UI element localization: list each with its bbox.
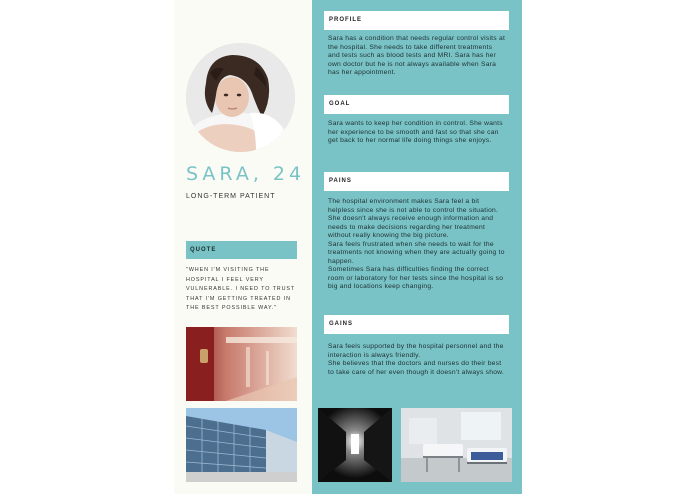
gains-paragraph-1: Sara feels supported by the hospital personnel and the interaction is always friendly. [328, 343, 504, 359]
profile-paragraph: Sara has a condition that needs regular control visits at the hospital. She needs to take different treatments and tests such as blood tests and MRI. Sara has her own doctor but he is not always available when Sara has her appointment. [328, 35, 506, 76]
pains-paragraph-3: Sometimes Sara has difficulties finding the correct room or laboratory for her tests since the hospital is so big and locations keep changing. [328, 266, 504, 290]
pains-paragraph-2: Sara feels frustrated when she needs to wait for the treatments not knowing when they are actually going to happen. [328, 240, 505, 265]
pains-heading: PAINS [324, 172, 509, 191]
gains-heading: GAINS [324, 315, 509, 334]
hospital-corridor-photo [186, 327, 297, 401]
goal-paragraph: Sara wants to keep her condition in control. She wants her experience to be smooth and fast so that she can get back to her normal life doing things she enjoys. [328, 120, 503, 144]
hospital-room-photo [401, 408, 512, 482]
persona-role: LONG-TERM PATIENT [186, 193, 276, 200]
goal-heading: GOAL [324, 95, 509, 114]
goal-text [328, 120, 506, 146]
gains-text [328, 343, 506, 377]
hospital-building-photo [186, 408, 297, 482]
profile-heading: PROFILE [324, 11, 509, 30]
gains-paragraph-2: She believes that the doctors and nurses do their best to take care of her even though it doesn't always show. [328, 360, 504, 376]
dark-hallway-photo [318, 408, 392, 482]
quote-label: QUOTE [186, 241, 297, 259]
avatar [186, 43, 295, 152]
profile-text [328, 35, 506, 78]
pains-paragraph-1: The hospital environment makes Sara feel a bit helpless since she is not able to control the situation. She doesn't always receive enough information and needs to make decisions regarding her treatment without really knowing the big picture. [328, 198, 499, 239]
quote-text: "WHEN I'M VISITING THE HOSPITAL I FEEL VERY VULNERABLE. I NEED TO TRUST THAT I'M GETTING TREATED IN THE BEST POSSIBLE WAY." [186, 267, 295, 312]
pains-text [328, 198, 506, 292]
persona-name: SARA, 24 [186, 163, 306, 185]
portrait-photo [186, 43, 295, 152]
